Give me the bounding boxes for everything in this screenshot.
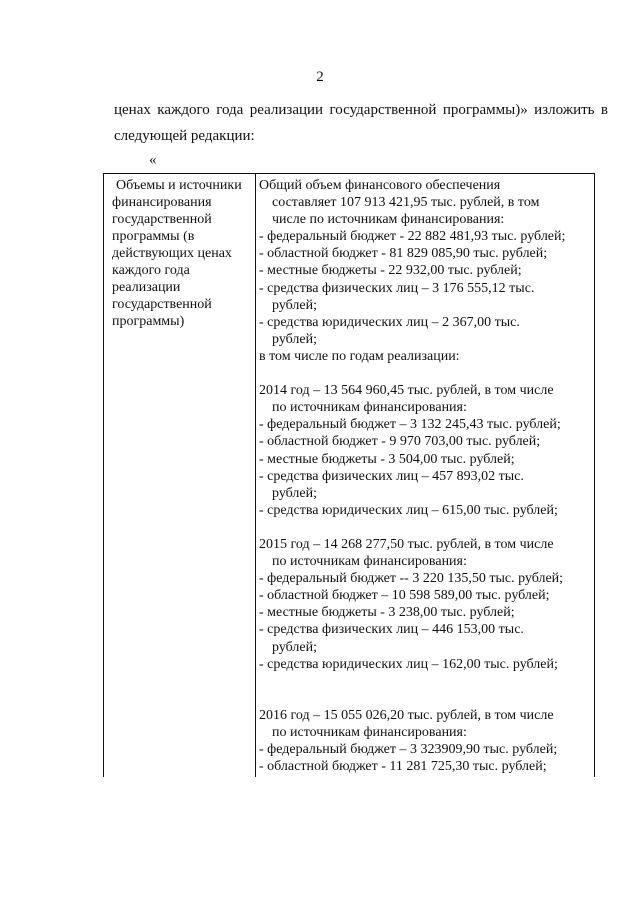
label-line: финансирования [112,195,212,210]
label-line: действующих ценах [112,246,232,261]
content-line: - средства физических лиц – 446 153,00 тыс. [259,622,524,638]
content-line: - федеральный бюджет -- 3 220 135,50 тыс. рублей; [259,571,564,587]
content-line: 2016 год – 15 055 026,20 тыс. рублей, в том числе [259,707,554,723]
content-line: - средства юридических лиц – 162,00 тыс. рублей; [259,656,558,672]
content-line: рублей; [272,331,317,347]
intro-text-line-1: ценах каждого года реализации государственной программы)» изложить в [114,102,608,118]
content-line: - областной бюджет - 11 281 725,30 тыс. рублей; [259,759,547,775]
intro-text-line-2: следующей редакции: [114,128,255,144]
label-line: Объемы и источники [116,178,242,193]
content-line: - средства физических лиц – 457 893,02 тыс. [259,468,524,484]
content-line: - средства юридических лиц – 615,00 тыс. рублей; [259,502,558,518]
content-line: по источникам финансирования: [272,725,467,740]
content-line: - областной бюджет – 10 598 589,00 тыс. рублей; [259,588,550,604]
blank-line [259,673,593,690]
page-number: 2 [316,69,324,85]
content-line: - областной бюджет - 81 829 085,90 тыс. рублей; [259,246,548,262]
content-line: рублей; [272,297,317,313]
table-label-cell [112,177,252,330]
blank-line [259,365,593,382]
financing-table [103,173,595,777]
content-line: - средства юридических лиц – 2 367,00 тыс. [259,314,520,330]
blank-line [259,690,593,707]
content-line: по источникам финансирования: [272,554,467,570]
content-line: - местные бюджеты - 3 504,00 тыс. рублей; [259,451,515,467]
content-line: - федеральный бюджет - 22 882 481,93 тыс. рублей; [259,229,566,245]
label-line: государственной [112,297,212,312]
content-line: числе по источникам финансирования: [272,212,505,228]
content-line: - областной бюджет - 9 970 703,00 тыс. рублей; [259,434,541,450]
content-line: рублей; [272,639,317,655]
label-line: государственной [112,212,212,227]
blank-line [259,519,593,536]
label-line: программы (в [112,229,195,244]
content-line: - средства физических лиц – 3 176 555,12 тыс. [259,280,535,296]
content-line: - федеральный бюджет – 3 132 245,43 тыс. рублей; [259,417,561,433]
column-divider [255,174,256,777]
content-line: составляет 107 913 421,95 тыс. рублей, в том [272,195,540,211]
table-content-cell [259,177,593,775]
content-line: в том числе по годам реализации: [259,348,460,364]
opening-quote-mark: « [149,152,157,168]
content-line: по источникам финансирования: [272,400,467,416]
label-line: программы) [112,314,185,329]
content-line: Общий объем финансового обеспечения [259,178,501,193]
content-line: - федеральный бюджет – 3 323909,90 тыс. рублей; [259,742,558,758]
content-line: 2015 год – 14 268 277,50 тыс. рублей, в том числе [259,536,554,552]
label-line: реализации [112,280,181,295]
content-line: рублей; [272,485,317,501]
label-line: каждого года [112,263,190,278]
content-line: 2014 год – 13 564 960,45 тыс. рублей, в том числе [259,383,554,399]
content-line: - местные бюджеты - 3 238,00 тыс. рублей; [259,605,515,621]
content-line: - местные бюджеты - 22 932,00 тыс. рублей; [259,263,522,279]
